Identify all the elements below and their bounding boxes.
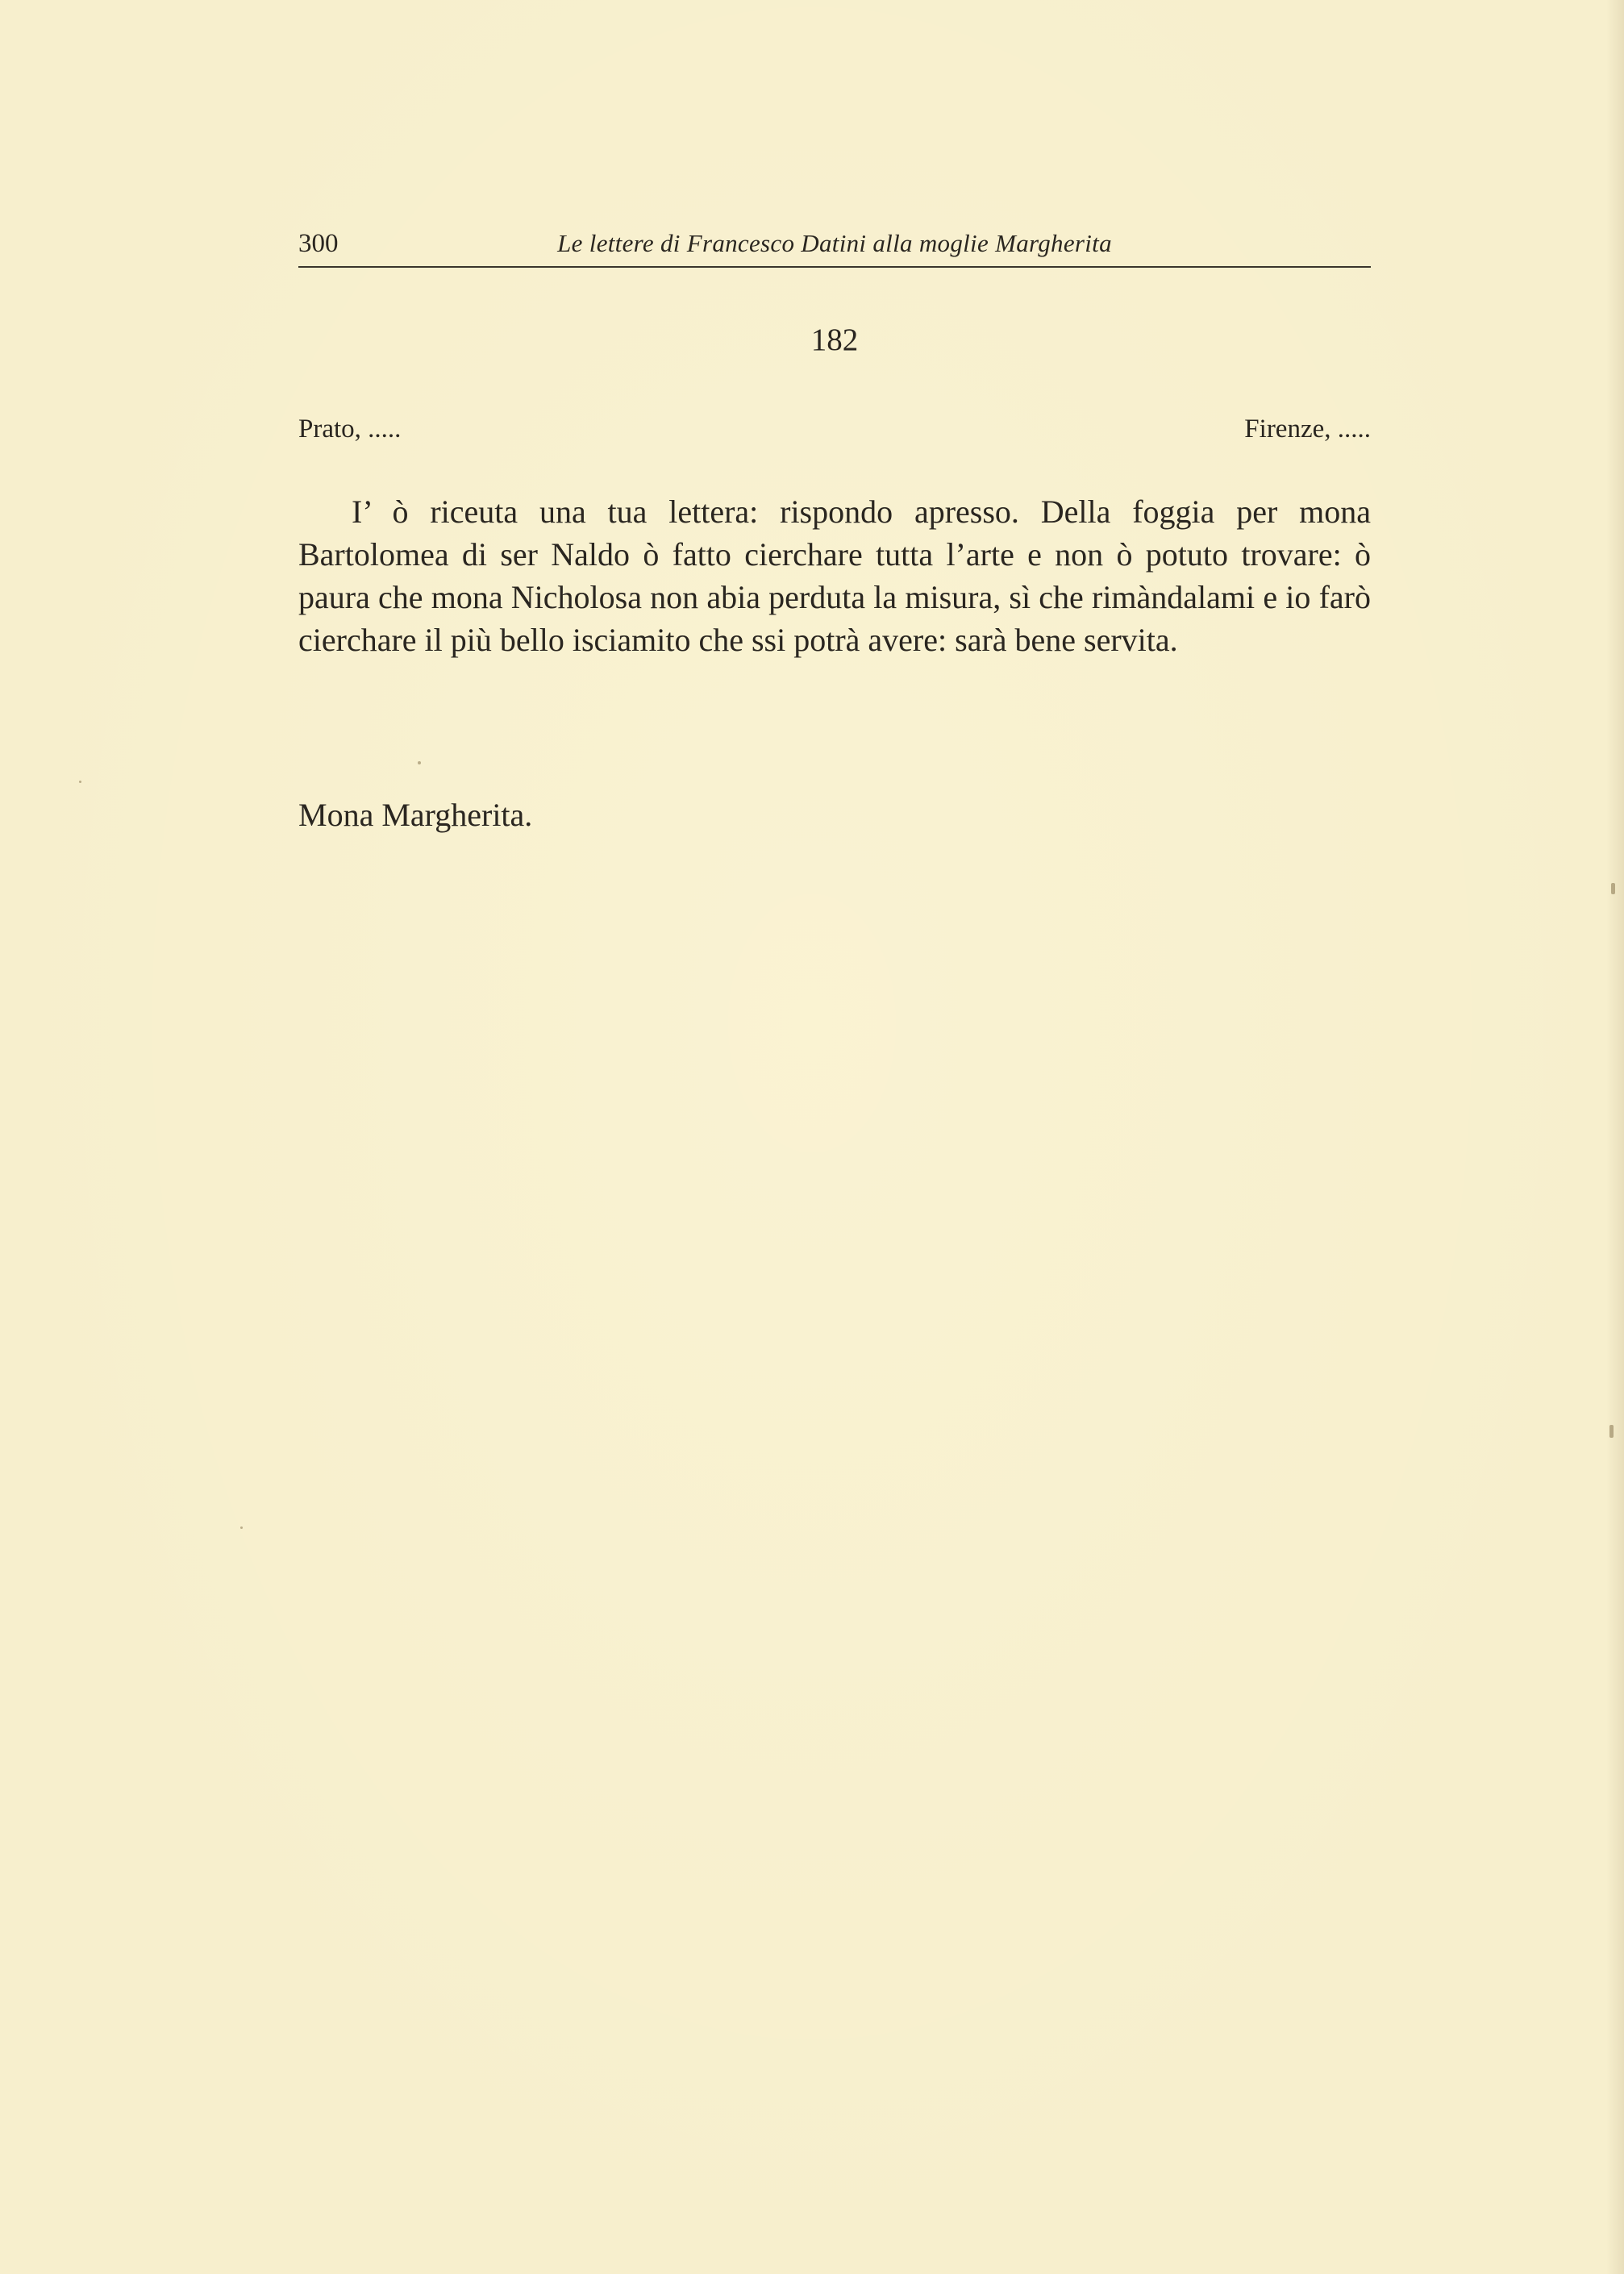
running-title: Le lettere di Francesco Datini alla moglie Margherita [557, 229, 1112, 257]
page-header [298, 226, 1371, 268]
paper-speck [1609, 1425, 1614, 1438]
page-edge-shadow [1606, 0, 1624, 2274]
paper-speck [79, 781, 81, 783]
place-to: Firenze, ..... [1244, 414, 1371, 444]
letter-addressee: Mona Margherita. [298, 797, 533, 833]
paper-speck [1611, 883, 1615, 894]
letter-body: I’ ò riceuta una tua lettera: rispondo apresso. Della foggia per mona Bartolomea di ser Naldo ò fatto cierchare tutta l’arte e non ò potuto trovare: ò paura che mona Nicholosa non abia perduta la misura, sì che rimàndalami e io farò cierchare il più bello isciamito che ssi potrà avere: sarà bene servita. [298, 494, 1371, 658]
place-from: Prato, ..... [298, 414, 402, 444]
page-number: 300 [298, 229, 339, 258]
letter-number: 182 [810, 323, 859, 357]
letter-places [298, 411, 1371, 447]
paper-speck [418, 761, 421, 764]
paper-speck [240, 1526, 243, 1529]
